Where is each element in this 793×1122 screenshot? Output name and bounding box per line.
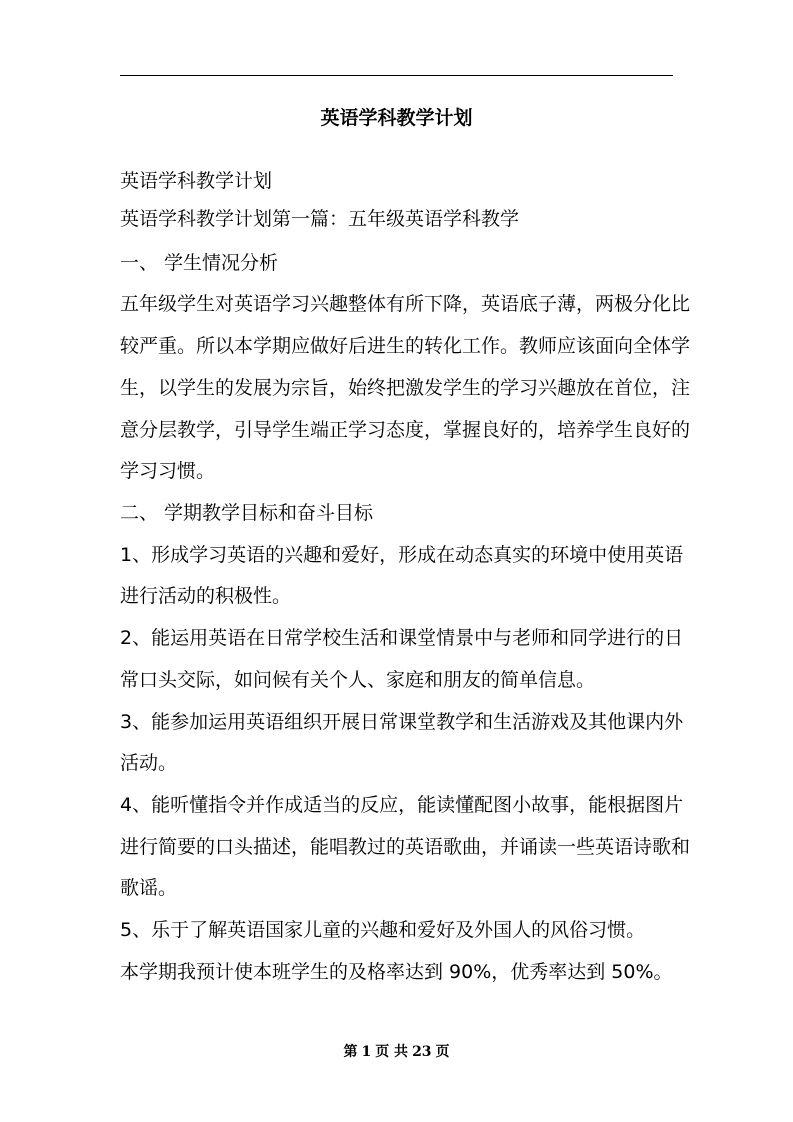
paragraph-line: 常口头交际，如问候有关个人、家庭和朋友的简单信息。 bbox=[120, 669, 596, 691]
paragraph-line: 进行活动的积极性。 bbox=[120, 585, 292, 607]
paragraph-line: 2、能运用英语在日常学校生活和课堂情景中与老师和同学进行的日 bbox=[120, 627, 684, 649]
paragraph-line: 1、形成学习英语的兴趣和爱好，形成在动态真实的环境中使用英语 bbox=[120, 544, 684, 566]
paragraph-line: 生，以学生的发展为宗旨，始终把激发学生的学习兴趣放在首位，注 bbox=[120, 377, 691, 399]
section-heading: 一、 学生情况分析 bbox=[120, 252, 279, 274]
paragraph-line: 5、乐于了解英语国家儿童的兴趣和爱好及外国人的风俗习惯。 bbox=[120, 919, 646, 941]
total-pages-number: 23 bbox=[412, 1044, 432, 1060]
current-page-number: 1 bbox=[361, 1044, 372, 1060]
page-label-prefix: 第 bbox=[343, 1044, 358, 1060]
paragraph-line: 五年级学生对英语学习兴趣整体有所下降，英语底子薄，两极分化比 bbox=[120, 293, 691, 315]
paragraph-line: 歌谣。 bbox=[120, 877, 178, 899]
section-heading: 二、 学期教学目标和奋斗目标 bbox=[120, 502, 374, 524]
paragraph-line: 英语学科教学计划第一篇：五年级英语学科教学 bbox=[120, 208, 520, 230]
paragraph-line: 学习习惯。 bbox=[120, 460, 216, 482]
paragraph-line: 进行简要的口头描述，能唱教过的英语歌曲，并诵读一些英语诗歌和 bbox=[120, 836, 691, 858]
document-title: 英语学科教学计划 bbox=[320, 107, 473, 129]
paragraph-line: 英语学科教学计划 bbox=[120, 170, 273, 192]
paragraph-line: 3、能参加运用英语组织开展日常课堂教学和生活游戏及其他课内外 bbox=[120, 711, 684, 733]
paragraph-line: 本学期我预计使本班学生的及格率达到 90%，优秀率达到 50%。 bbox=[120, 961, 673, 983]
page-label-mid: 页 共 bbox=[375, 1044, 409, 1060]
paragraph-line: 4、能听懂指令并作成适当的反应，能读懂配图小故事，能根据图片 bbox=[120, 794, 684, 816]
paragraph-line: 较严重。所以本学期应做好后进生的转化工作。教师应该面向全体学 bbox=[120, 335, 691, 357]
header-rule bbox=[120, 75, 673, 76]
page-label-suffix: 页 bbox=[435, 1044, 450, 1060]
paragraph-line: 意分层教学，引导学生端正学习态度，掌握良好的，培养学生良好的 bbox=[120, 419, 691, 441]
page-footer bbox=[0, 1041, 793, 1063]
paragraph-line: 活动。 bbox=[120, 752, 178, 774]
